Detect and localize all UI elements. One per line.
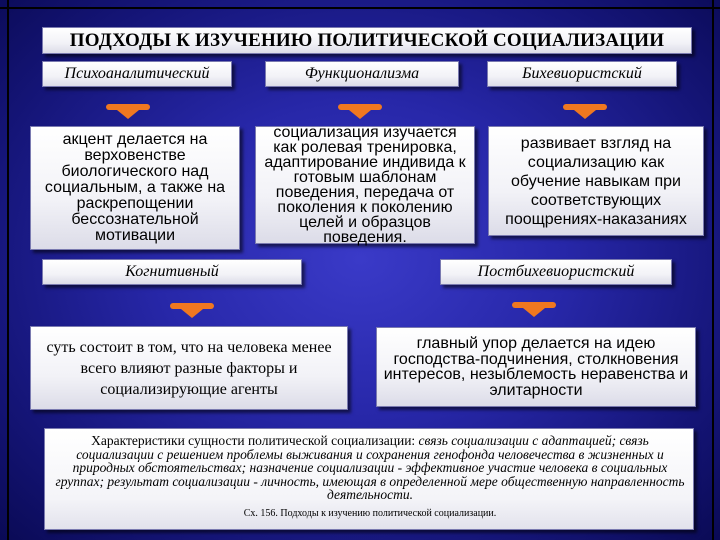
summary-italic: связь социализации с адаптацией; связь социализации с решением проблемы выживания и сохранения генофонда человечества в жизненных и природных обстоятельствах; назначение социализации - эффективное участие человека в социальных группах; результат социализации - личность, имеющая в определенной мере общественную направленность деятельности. <box>55 433 685 502</box>
frame-top-line <box>0 7 720 9</box>
summary-panel <box>44 428 694 530</box>
psychoanalytic-label <box>42 61 232 87</box>
behaviorist-description <box>488 126 704 236</box>
summary-text <box>53 434 687 502</box>
summary-lead: Характеристики сущности политической социализации: <box>91 433 419 448</box>
diagram-title <box>42 27 692 54</box>
functionalism-connector-arrow <box>338 104 382 120</box>
frame-left-line <box>7 0 9 540</box>
figure-caption: Сх. 156. Подходы к изучению политической социализации. <box>243 507 497 519</box>
cognitive-description <box>30 326 348 410</box>
functionalism-description-text: социализация изучается как ролевая тренировка, адаптирование индивида к готовым шаблонам поведения, передача от поколения к поколению целей и образцов поведения. <box>264 124 466 246</box>
behaviorist-connector-arrow <box>563 104 607 120</box>
postbehaviorist-label <box>440 259 672 285</box>
functionalism-label <box>265 61 459 87</box>
postbehaviorist-connector-arrow <box>512 302 556 318</box>
postbehaviorist-label-text: Постбихевиористский <box>477 263 635 280</box>
behaviorist-label-text: Бихевиористский <box>522 65 642 82</box>
cognitive-label-text: Когнитивный <box>125 263 219 280</box>
cognitive-label <box>42 259 302 285</box>
cognitive-description-text: суть состоит в том, что на человека менее всего влияют разные факторы и социализирующие агенты <box>46 338 332 398</box>
behaviorist-label <box>487 61 677 87</box>
frame-right-line <box>712 0 714 540</box>
diagram-title-text: ПОДХОДЫ К ИЗУЧЕНИЮ ПОЛИТИЧЕСКОЙ СОЦИАЛИЗАЦИИ <box>69 29 665 51</box>
postbehaviorist-description-text: главный упор делается на идею господства-подчинения, столкновения интересов, незыблемость неравенства и элитарности <box>383 335 689 399</box>
psychoanalytic-description <box>30 126 240 250</box>
cognitive-connector-arrow <box>170 303 214 319</box>
behaviorist-description-text: развивает взгляд на социализацию как обучение навыкам при соответствующих поощрениях-наказаниях <box>505 134 687 228</box>
postbehaviorist-description <box>376 327 696 407</box>
psychoanalytic-label-text: Психоаналитический <box>64 65 210 82</box>
psychoanalytic-description-text: акцент делается на верховенстве биологического над социальным, а также на раскрепощении бессознательной мотивации <box>44 131 226 244</box>
functionalism-label-text: Функционализма <box>304 65 420 82</box>
functionalism-description <box>255 126 475 244</box>
psychoanalytic-connector-arrow <box>106 104 150 120</box>
